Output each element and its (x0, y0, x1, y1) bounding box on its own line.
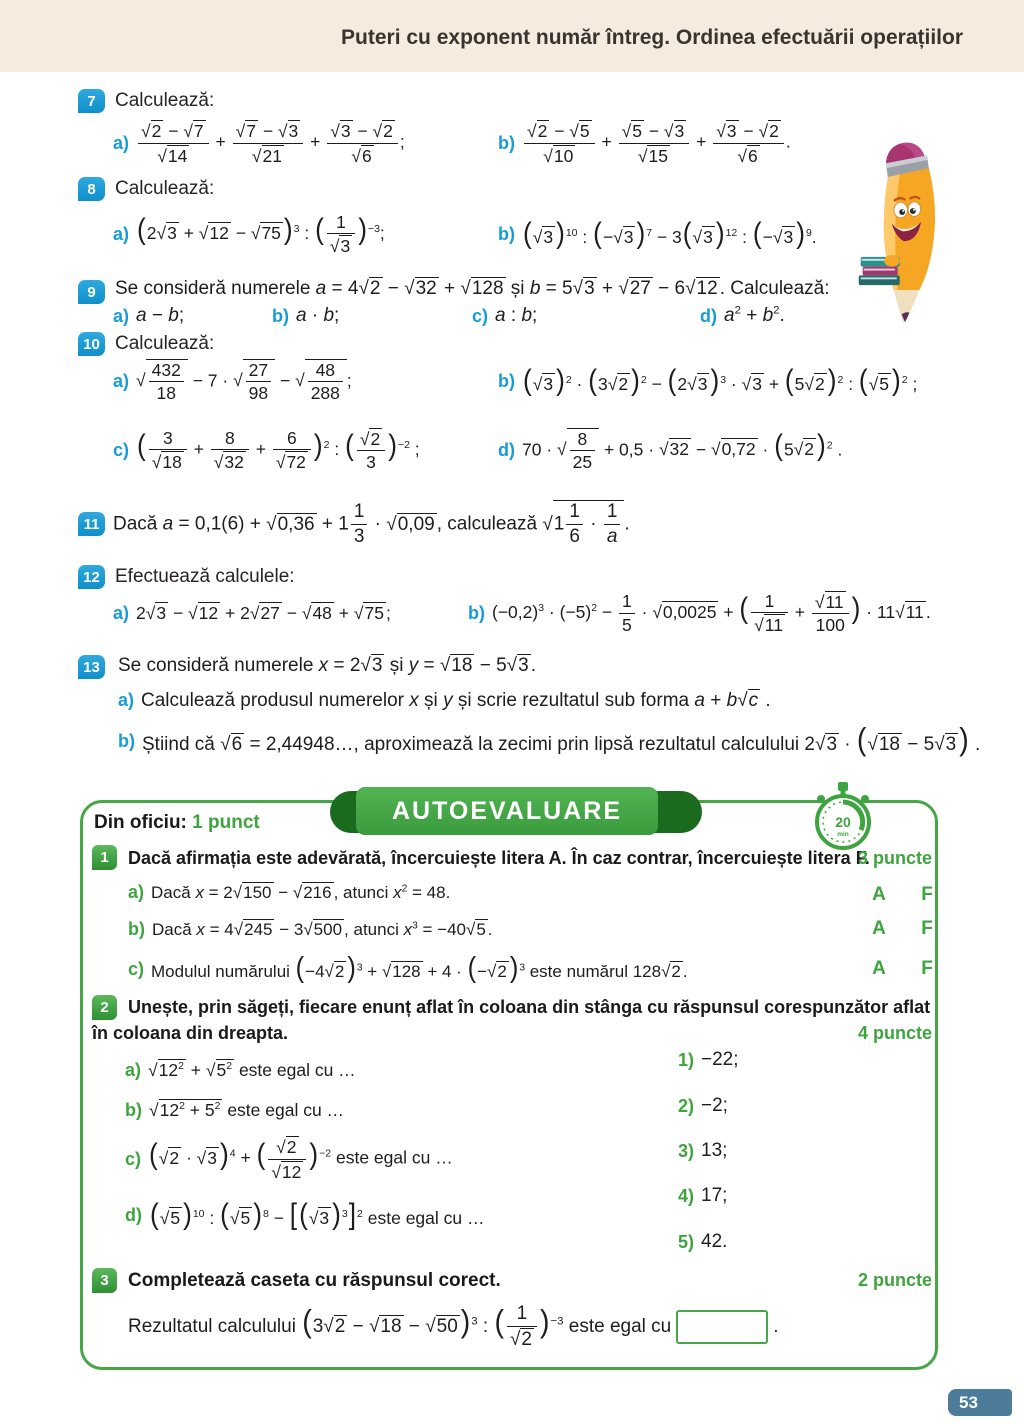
q2-statement-line1: Unește, prin săgeți, fiecare enunț aflat în coloana din stânga cu răspunsul corespunzător aflat (128, 997, 931, 1017)
item-label: a) (113, 223, 130, 244)
item-label: a) (113, 132, 130, 153)
exercise-10-intro: Calculează: (115, 333, 215, 354)
math-formula: (√2 · √3 )$^4$ + ( $\frac{√2}{√12}$ )$^{-2}$ este egal cu … (149, 1136, 453, 1182)
exercise-9-item-d (700, 303, 785, 329)
item-label: b) (125, 1099, 142, 1120)
item-label: 5) (678, 1231, 695, 1252)
item-label: b) (498, 132, 515, 153)
answer-value: −22; (701, 1049, 739, 1070)
answer-value: −2; (701, 1095, 728, 1116)
item-label: c) (113, 439, 130, 460)
item-label: b) (128, 918, 145, 939)
header-bar (0, 0, 1024, 72)
page-number-badge (948, 1389, 1012, 1416)
exercise-12-number-badge: 12 (78, 565, 105, 589)
math-formula: Dacă x = 2√150 − √216 , atunci $x^2 = 48$. (151, 882, 451, 902)
item-label: 1) (678, 1049, 695, 1070)
q1-points: 3 puncte (857, 848, 932, 868)
q2-number-badge: 2 (92, 995, 117, 1020)
math-formula: Se consideră numerele a = 4√2 − √32 + √128 și b = 5√3 + √27 − 6√12 . Calculează: (115, 277, 830, 299)
item-label: b) (498, 370, 515, 391)
exercise-7-intro: Calculează: (115, 90, 215, 111)
q1-number-badge: 1 (92, 845, 117, 870)
item-label: d) (498, 439, 515, 460)
math-formula: $(-0,2)^3 \cdot (-5)^2$ − $\frac{1}{5}$ · √0,0025 + ( $\frac{1}{√11}$ + $\frac{√11}{100}$ ) · 11√11 . (492, 590, 931, 635)
item-label: a) (128, 881, 145, 902)
q2-right-item-2[interactable] (678, 1094, 728, 1118)
exercise-10-item-c (113, 418, 420, 482)
exercise-9-item-a (113, 303, 184, 329)
q2-left-item-b[interactable] (125, 1090, 344, 1130)
math-formula: Știind că √6 = 2,44948…, aproximează la zecimi prin lipsă rezultatul calculului 2√3 · (√18 − 5√3 ) . (142, 721, 981, 758)
q1a-option-true[interactable]: A (872, 884, 886, 905)
exercise-11-statement (113, 494, 630, 554)
math-formula: (2√3 + √12 − √75 )$^3$ : ( $\frac{1}{√3}$ )$^{-3}$; (137, 211, 385, 256)
exercise-12-intro: Efectuează calculele: (115, 566, 295, 587)
exercise-7-item-b (498, 110, 791, 176)
q1-item-a (128, 876, 450, 908)
din-oficiu-label: Din oficiu: (94, 812, 187, 833)
exercise-10-item-d (498, 418, 842, 482)
exercise-10-item-a (113, 350, 352, 412)
item-label: b) (272, 305, 289, 326)
item-label: c) (128, 958, 145, 979)
item-label: 2) (678, 1095, 695, 1116)
q2-right-item-4[interactable] (678, 1184, 727, 1208)
q3-number-badge: 3 (92, 1268, 117, 1293)
q2-right-item-5[interactable] (678, 1230, 727, 1254)
exercise-9-item-b (272, 303, 339, 329)
math-formula: Dacă a = 0,1(6) + √0,36 + 1 $\frac{1}{3}$ · √0,09 , calculează √1 $\frac{1}{6}$ · $\frac{1}{a}$ . (113, 501, 630, 547)
math-formula: 2√3 − √12 + 2√27 − √48 + √75 ; (136, 603, 391, 623)
q1c-option-true[interactable]: A (872, 958, 886, 979)
q3-statement: Completează caseta cu răspunsul corect. (128, 1270, 501, 1291)
q2-right-item-3[interactable] (678, 1139, 727, 1163)
q1-item-b (128, 910, 493, 948)
item-label: b) (468, 602, 485, 623)
item-label: d) (700, 305, 717, 326)
exercise-13-number-badge: 13 (78, 655, 105, 679)
q1b-option-true[interactable]: A (872, 918, 886, 939)
exercise-9-intro (115, 272, 830, 304)
q1-item-c (128, 948, 688, 990)
q1a-option-false[interactable]: F (921, 884, 933, 905)
math-formula: (√5 )$^{10}$ : (√5 )$^8$ − [(√3 )$^3$]$^2$ este egal cu … (150, 1196, 485, 1231)
item-label: b) (498, 223, 515, 244)
stopwatch-icon (808, 780, 878, 854)
q2-points: 4 puncte (857, 1023, 932, 1043)
pencil-mascot-illustration (845, 136, 970, 331)
math-formula: (√3 )$^{10}$ : (−√3 )$^7$ − 3(√3 )$^{12}$ : (−√3 )$^9$. (523, 215, 817, 250)
item-label: c) (472, 305, 489, 326)
math-formula: $a^2 + b^2$. (724, 304, 785, 326)
math-formula: 70 · √ $\frac{8}{25}$ + 0,5 · √32 − √0,72 · (5√2 )$^2$ . (522, 428, 843, 472)
item-label: a) (113, 370, 130, 391)
item-label: 3) (678, 1140, 695, 1161)
q1-statement: Dacă afirmația este adevărată, încercuiește litera A. În caz contrar, încercuiește litera F. (128, 848, 870, 868)
exercise-8-item-b (498, 202, 817, 266)
page-title: Puteri cu exponent număr întreg. Ordinea efectuării operațiilor (341, 26, 963, 49)
math-formula: Calculează produsul numerelor x și y și scrie rezultatul sub forma a + b√c . (141, 689, 771, 711)
q3-body (128, 1298, 779, 1356)
item-label: a) (118, 689, 135, 710)
item-label: b) (118, 730, 135, 751)
q2-left-item-c[interactable] (125, 1128, 453, 1190)
math-formula: (√3 )$^2$ · (3√2 )$^2$ − (2√3 )$^3$ · √3 + (5√2 )$^2$ : (√5 )$^2$ ; (523, 362, 918, 397)
math-formula: √ $\frac{432}{18}$ − 7 · √ $\frac{27}{98}$ − √ $\frac{48}{288}$ ; (136, 359, 352, 403)
math-formula: Modulul numărului (−4√2 )$^3$ + √128 + 4 · (−√2 )$^3$ este numărul 128√2 . (151, 951, 688, 984)
exercise-11-number-badge: 11 (78, 512, 105, 536)
math-formula: $\frac{√2 - √5}{√10}$ + $\frac{√5 - √3}{√15}$ + $\frac{√3 - √2}{√6}$ . (522, 120, 791, 165)
exercise-10-number-badge: 10 (78, 332, 105, 356)
exercise-7-item-a (113, 110, 405, 176)
exercise-12-item-b (468, 586, 931, 640)
exercise-8-number-badge: 8 (78, 177, 105, 201)
math-formula: $√12^2 + √5^2$ este egal cu … (148, 1060, 356, 1080)
exercise-13-item-a (118, 684, 771, 716)
math-formula: $\frac{√2 - √7}{√14}$ + $\frac{√7 - √3}{√21}$ + $\frac{√3 - √2}{√6}$ ; (136, 120, 405, 165)
answer-value: 42. (701, 1231, 728, 1252)
answer-value: 17; (701, 1185, 728, 1206)
sentence-period: . (773, 1316, 779, 1337)
timer-unit-text: min (837, 831, 849, 838)
math-formula: a − b; (136, 305, 185, 326)
math-formula: a · b; (296, 305, 340, 326)
autoevaluare-banner: AUTOEVALUARE (356, 787, 658, 835)
math-formula: Se consideră numerele x = 2√3 și y = √18 − 5√3 . (118, 654, 536, 676)
timer-value-text: 20 (835, 814, 851, 830)
item-label: a) (113, 305, 130, 326)
item-label: a) (113, 602, 130, 623)
q2-left-item-d[interactable] (125, 1192, 485, 1238)
q1c-option-false[interactable]: F (921, 958, 933, 979)
math-formula: a : b; (495, 305, 538, 326)
exercise-10-item-b (498, 350, 917, 412)
page-number: 53 (959, 1392, 978, 1412)
q1b-option-false[interactable]: F (921, 918, 933, 939)
math-formula: $√12^2 + 5^2$ este egal cu … (149, 1100, 345, 1120)
item-label: 4) (678, 1185, 695, 1206)
exercise-12-item-a (113, 586, 391, 640)
item-label: a) (125, 1059, 142, 1080)
item-label: c) (125, 1148, 142, 1169)
exercise-9-item-c (472, 303, 537, 329)
q2-right-item-1[interactable] (678, 1048, 739, 1072)
q3-points: 2 puncte (857, 1270, 932, 1290)
answer-value: 13; (701, 1140, 728, 1161)
math-formula: Rezultatul calculului (3√2 − √18 − √50 )$^3$ : ( $\frac{1}{√2}$ )$^{-3}$ este egal cu (128, 1303, 672, 1350)
exercise-13-intro (118, 650, 536, 680)
din-oficiu-value: 1 punct (192, 812, 260, 833)
answer-box[interactable] (676, 1310, 768, 1344)
math-formula: ( $\frac{3}{√18}$ + $\frac{8}{√32}$ + $\frac{6}{√72}$ )$^2$ : ( $\frac{√2}{3}$ )$^{-2}$ ; (137, 427, 420, 472)
din-oficiu-line (94, 812, 260, 834)
exercise-8-item-a (113, 202, 385, 266)
q2-statement-line2: în coloana din dreapta. (92, 1023, 289, 1043)
exercise-8-intro: Calculează: (115, 178, 215, 199)
q2-left-item-a[interactable] (125, 1050, 356, 1090)
exercise-9-number-badge: 9 (78, 280, 105, 304)
item-label: d) (125, 1204, 142, 1225)
exercise-7-number-badge: 7 (78, 89, 105, 113)
math-formula: Dacă x = 4√245 − 3√500 , atunci $x^3 = -40√5$ . (152, 919, 493, 939)
exercise-13-item-b (118, 720, 980, 762)
